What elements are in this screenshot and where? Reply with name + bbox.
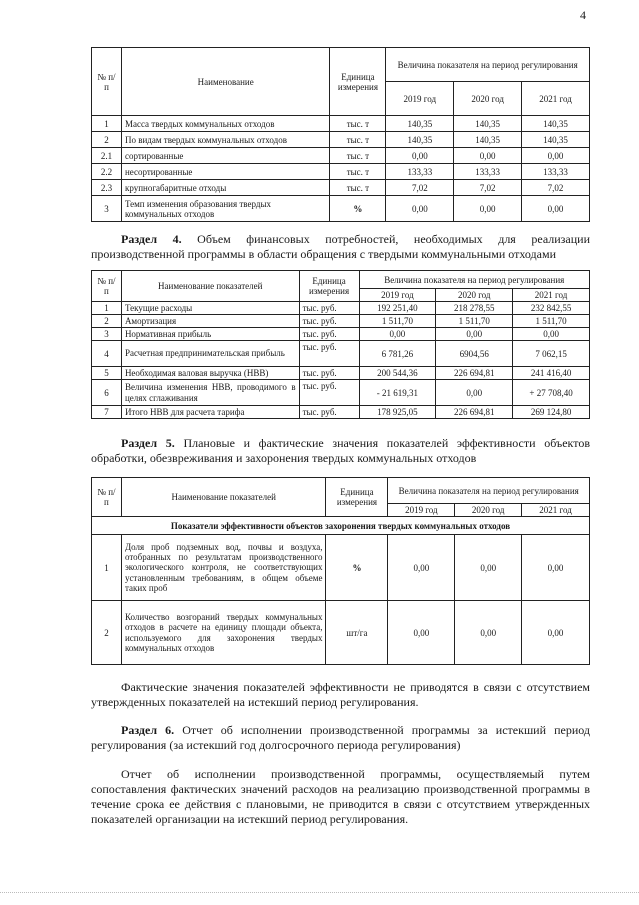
- col-year-header: 2020 год: [454, 82, 522, 116]
- table-row: 5 Необходимая валовая выручка (НВВ) тыс. руб. 200 544,36 226 694,81 241 416,40: [92, 367, 590, 380]
- actual-values-paragraph: Фактические значения показателей эффективности не приводятся в связи с отсутствием утвержденных показателей на истекший период регулирования.: [91, 680, 590, 709]
- group-title: Показатели эффективности объектов захоронения твердых коммунальных отходов: [92, 517, 590, 535]
- section-6-heading: Раздел 6. Отчет об исполнении производственной программы за истекший период регулирования (за истекший год долгосрочного периода регулирования): [91, 723, 591, 752]
- col-name-header: Наименование показателей: [121, 478, 326, 517]
- col-year-header: 2021 год: [522, 504, 590, 517]
- table-row: 2.1 сортированные тыс. т 0,00 0,00 0,00: [92, 148, 590, 164]
- table-row: 2 Амортизация тыс. руб. 1 511,70 1 511,70 1 511,70: [92, 315, 590, 328]
- section-4-heading: Раздел 4. Объем финансовых потребностей, необходимых для реализации производственной программы в области обращения с твердыми коммунальными отходами: [91, 232, 591, 261]
- table-row: 3 Нормативная прибыль тыс. руб. 0,00 0,00 0,00: [92, 328, 590, 341]
- section-5-heading: Раздел 5. Плановые и фактические значения показателей эффективности объектов обработки, обезвреживания и захоронения твердых коммунальных отходов: [91, 436, 590, 465]
- col-year-header: 2021 год: [522, 82, 590, 116]
- col-unit-header: Единица измерения: [326, 478, 388, 517]
- col-year-header: 2019 год: [388, 504, 455, 517]
- section-label: Раздел 5.: [121, 436, 175, 450]
- financial-needs-table: [91, 270, 590, 419]
- col-year-header: 2019 год: [359, 289, 436, 302]
- report-paragraph: Отчет об исполнении производственной программы, осуществляемый путем сопоставления фактических значений расходов на реализацию производственной программы в течение срока ее действия с плановыми, не приводится в связи с отсутствием утвержденных показателей организации на истекший период регулирования.: [91, 767, 590, 826]
- col-name-header: Наименование: [121, 48, 329, 116]
- section-label: Раздел 6.: [121, 723, 175, 737]
- col-year-header: 2019 год: [386, 82, 454, 116]
- col-year-header: 2021 год: [513, 289, 590, 302]
- table-row: 1 Доля проб подземных вод, почвы и воздуха, отобранных по результатам производственного экологического контроля, не соответствующих установленным требованиям, в общем объеме таких проб % 0,00 0,00 0,00: [92, 535, 590, 601]
- table-row: 1 Текущие расходы тыс. руб. 192 251,40 218 278,55 232 842,55: [92, 302, 590, 315]
- waste-mass-table: [91, 47, 590, 222]
- col-unit-header: Единица измерения: [299, 271, 359, 302]
- col-year-header: 2020 год: [436, 289, 513, 302]
- table-row: 7 Итого НВВ для расчета тарифа тыс. руб. 178 925,05 226 694,81 269 124,80: [92, 406, 590, 419]
- col-num-header: № п/п: [92, 478, 122, 517]
- section-label: Раздел 4.: [121, 232, 182, 246]
- table-row: 3 Темп изменения образования твердых коммунальных отходов % 0,00 0,00 0,00: [92, 196, 590, 222]
- col-num-header: № п/п: [92, 48, 122, 116]
- table-row: 6 Величина изменения НВВ, проводимого в целях сглаживания тыс. руб. - 21 619,31 0,00 + 27 708,40: [92, 380, 590, 406]
- col-value-header: Величина показателя на период регулирования: [388, 478, 590, 504]
- table-row: 4 Расчетная предпринимательская прибыль тыс. руб. 6 781,26 6904,56 7 062,15: [92, 341, 590, 367]
- col-num-header: № п/п: [92, 271, 122, 302]
- table-group-row: [92, 517, 590, 535]
- table-row: 2.2 несортированные тыс. т 133,33 133,33 133,33: [92, 164, 590, 180]
- page-number: 4: [580, 8, 586, 22]
- table-row: 2 Количество возгораний твердых коммунальных отходов в расчете на единицу площади объекта, используемого для захоронения твердых коммунальных отходов шт/га 0,00 0,00 0,00: [92, 601, 590, 665]
- efficiency-indicators-table: [91, 477, 590, 665]
- col-year-header: 2020 год: [455, 504, 522, 517]
- table-row: 2.3 крупногабаритные отходы тыс. т 7,02 7,02 7,02: [92, 180, 590, 196]
- page-bottom-edge: [0, 892, 639, 893]
- col-value-header: Величина показателя на период регулирования: [386, 48, 590, 82]
- col-name-header: Наименование показателей: [121, 271, 299, 302]
- col-unit-header: Единица измерения: [330, 48, 386, 116]
- table-row: 1 Масса твердых коммунальных отходов тыс. т 140,35 140,35 140,35: [92, 116, 590, 132]
- table-row: 2 По видам твердых коммунальных отходов тыс. т 140,35 140,35 140,35: [92, 132, 590, 148]
- col-value-header: Величина показателя на период регулирования: [359, 271, 589, 289]
